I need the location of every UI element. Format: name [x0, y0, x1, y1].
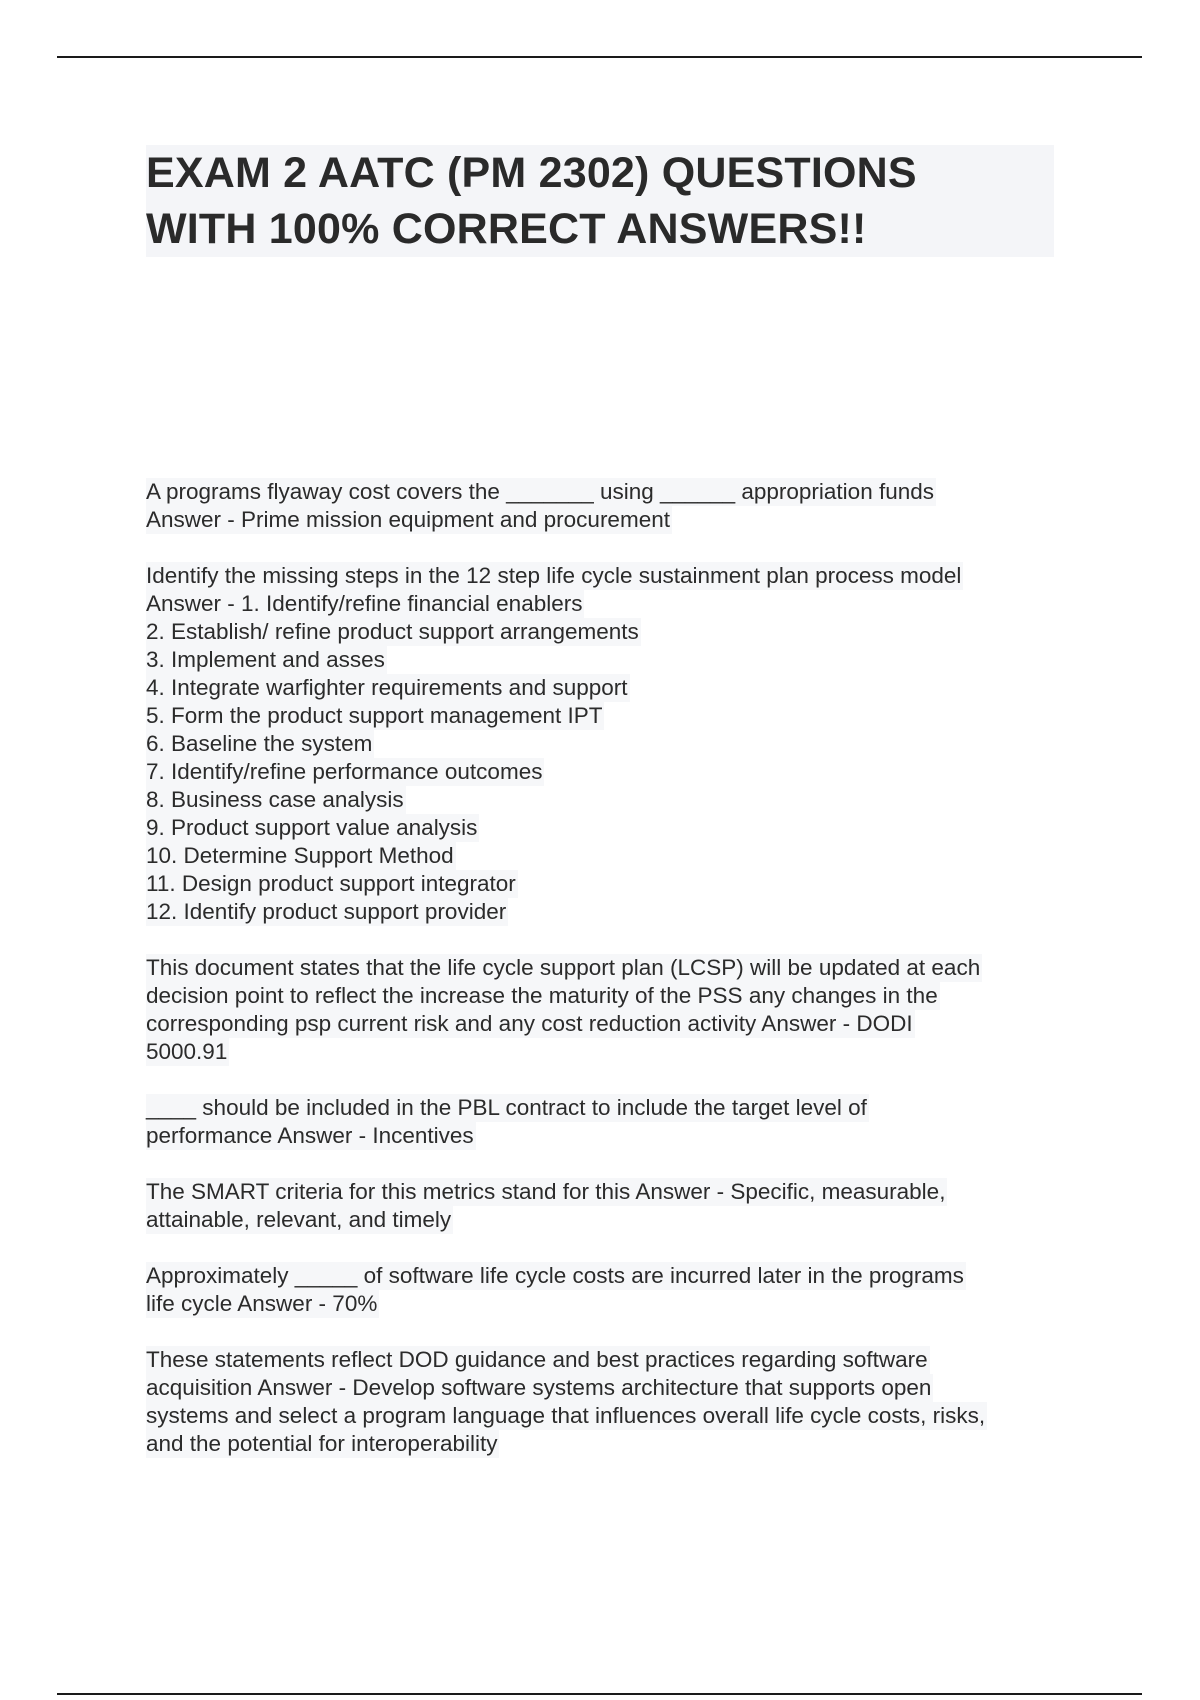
question-line: ____ should be included in the PBL contract to include the target level of — [146, 1095, 867, 1120]
title-line: EXAM 2 AATC (PM 2302) QUESTIONS — [146, 149, 917, 197]
question-line: This document states that the life cycle support plan (LCSP) will be updated at each — [146, 955, 981, 980]
qa-item — [146, 478, 1066, 534]
qa-list — [146, 478, 1066, 1486]
qa-item — [146, 954, 1066, 1066]
answer-line: and the potential for interoperability — [146, 1431, 498, 1456]
answer-line: decision point to reflect the increase the maturity of the PSS any changes in the — [146, 983, 938, 1008]
answer-line: 5. Form the product support management IPT — [146, 703, 603, 728]
document-title — [146, 145, 1054, 257]
answer-line: Answer - Prime mission equipment and procurement — [146, 507, 670, 532]
question-line: Approximately _____ of software life cycle costs are incurred later in the programs — [146, 1263, 964, 1288]
answer-line: 4. Integrate warfighter requirements and support — [146, 675, 628, 700]
answer-line: corresponding psp current risk and any cost reduction activity Answer - DODI — [146, 1011, 913, 1036]
answer-line: 10. Determine Support Method — [146, 843, 454, 868]
answer-line: life cycle Answer - 70% — [146, 1291, 378, 1316]
answer-line: 5000.91 — [146, 1039, 228, 1064]
qa-item — [146, 562, 1066, 926]
question-line: Identify the missing steps in the 12 step life cycle sustainment plan process model — [146, 563, 962, 588]
title-line: WITH 100% CORRECT ANSWERS!! — [146, 205, 867, 253]
answer-line: 11. Design product support integrator — [146, 871, 516, 896]
answer-line: Answer - 1. Identify/refine financial enablers — [146, 591, 583, 616]
answer-line: 2. Establish/ refine product support arrangements — [146, 619, 639, 644]
answer-line: attainable, relevant, and timely — [146, 1207, 452, 1232]
answer-line: 9. Product support value analysis — [146, 815, 478, 840]
question-line: The SMART criteria for this metrics stand for this Answer - Specific, measurable, — [146, 1179, 946, 1204]
top-rule — [57, 56, 1142, 58]
answer-line: acquisition Answer - Develop software systems architecture that supports open — [146, 1375, 932, 1400]
answer-line: 6. Baseline the system — [146, 731, 373, 756]
qa-item — [146, 1346, 1066, 1458]
qa-item — [146, 1262, 1066, 1318]
bottom-rule — [57, 1693, 1142, 1695]
answer-line: 3. Implement and asses — [146, 647, 385, 672]
qa-item — [146, 1094, 1066, 1150]
answer-line: performance Answer - Incentives — [146, 1123, 474, 1148]
answer-line: 8. Business case analysis — [146, 787, 404, 812]
question-line: A programs flyaway cost covers the _______ using ______ appropriation funds — [146, 479, 934, 504]
answer-line: systems and select a program language that influences overall life cycle costs, risks, — [146, 1403, 986, 1428]
qa-item — [146, 1178, 1066, 1234]
question-line: These statements reflect DOD guidance and best practices regarding software — [146, 1347, 928, 1372]
answer-line: 7. Identify/refine performance outcomes — [146, 759, 543, 784]
answer-line: 12. Identify product support provider — [146, 899, 507, 924]
